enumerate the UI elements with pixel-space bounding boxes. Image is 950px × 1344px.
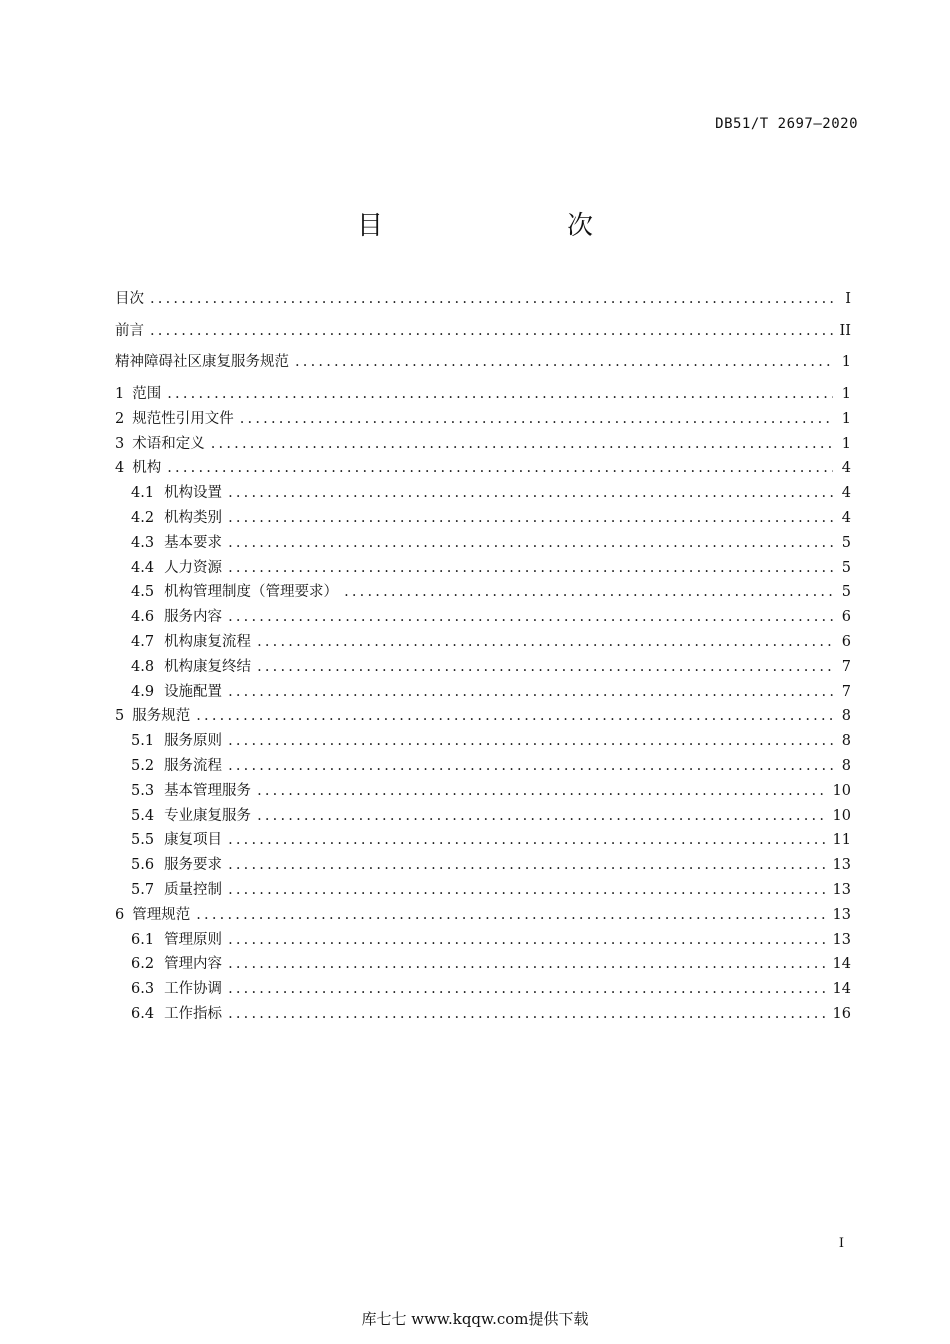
- toc-entry[interactable]: [115, 779, 851, 804]
- toc-dot-leader: [344, 580, 833, 605]
- toc-entry-number: 6.3: [131, 981, 155, 998]
- toc-entry-number: 5: [115, 708, 125, 725]
- toc-entry-number: 2: [115, 410, 125, 427]
- toc-dot-leader: [167, 382, 833, 407]
- toc-dot-leader: [167, 456, 833, 481]
- toc-entry-label: 工作指标: [164, 1005, 223, 1022]
- toc-entry[interactable]: [115, 903, 851, 928]
- toc-entry-label: 前言: [115, 322, 144, 339]
- toc-entry[interactable]: [115, 754, 851, 779]
- toc-dot-leader: [228, 556, 833, 581]
- toc-entry-page: 6: [841, 609, 851, 626]
- toc-dot-leader: [257, 804, 826, 829]
- toc-entry-page: 16: [832, 1005, 851, 1022]
- toc-entry-label: 机构管理制度（管理要求）: [164, 584, 339, 601]
- toc-entry-page: 8: [841, 757, 851, 774]
- toc-entry-number: 5.1: [131, 733, 155, 750]
- toc-entry[interactable]: [115, 284, 851, 316]
- toc-entry[interactable]: [115, 878, 851, 903]
- toc-entry-number: 4.6: [131, 609, 155, 626]
- document-code: DB51/T 2697—2020: [715, 116, 858, 132]
- toc-entry-label: 康复项目: [164, 832, 223, 849]
- page-number: I: [838, 1236, 844, 1251]
- toc-entry-page: 13: [832, 931, 851, 948]
- toc-entry-page: 11: [832, 832, 851, 849]
- toc-entry-number: 5.4: [131, 807, 155, 824]
- toc-entry-number: 5.6: [131, 857, 155, 874]
- toc-entry-number: 5.3: [131, 782, 155, 799]
- toc-entry[interactable]: [115, 928, 851, 953]
- toc-entry-page: 13: [832, 881, 851, 898]
- toc-dot-leader: [228, 481, 833, 506]
- toc-dot-leader: [196, 903, 826, 928]
- toc-entry-label: 机构康复终结: [164, 658, 252, 675]
- toc-entry-label: 设施配置: [164, 683, 223, 700]
- toc-dot-leader: [228, 531, 833, 556]
- toc-entry-label: 服务流程: [164, 757, 223, 774]
- toc-entry[interactable]: [115, 531, 851, 556]
- toc-entry-label: 机构: [132, 460, 162, 477]
- toc-dot-leader: [228, 828, 826, 853]
- toc-entry-page: 6: [841, 633, 851, 650]
- toc-entry[interactable]: [115, 828, 851, 853]
- toc-dot-leader: [228, 680, 833, 705]
- toc-dot-leader: [257, 630, 833, 655]
- toc-entry[interactable]: [115, 316, 851, 348]
- toc-dot-leader: [257, 779, 826, 804]
- toc-entry[interactable]: [115, 580, 851, 605]
- toc-entry-page: 7: [841, 683, 851, 700]
- toc-dot-leader: [228, 853, 826, 878]
- toc-entry[interactable]: [115, 382, 851, 407]
- toc-entry-page: 14: [832, 981, 851, 998]
- toc-dot-leader: [257, 655, 833, 680]
- toc-entry[interactable]: [115, 680, 851, 705]
- toc-entry-label: 规范性引用文件: [132, 410, 234, 427]
- toc-entry-label: 服务原则: [164, 733, 223, 750]
- toc-entry-page: 5: [841, 584, 851, 601]
- toc-entry-number: 6.2: [131, 956, 155, 973]
- toc-dot-leader: [211, 432, 833, 457]
- toc-dot-leader: [228, 754, 833, 779]
- toc-entry-label: 服务要求: [164, 857, 223, 874]
- toc-entry-page: 4: [841, 485, 851, 502]
- toc-entry[interactable]: [115, 605, 851, 630]
- toc-entry-page: 8: [841, 708, 851, 725]
- toc-entry[interactable]: [115, 952, 851, 977]
- toc-entry[interactable]: [115, 729, 851, 754]
- toc-entry-label: 专业康复服务: [164, 807, 252, 824]
- toc-entry[interactable]: [115, 655, 851, 680]
- toc-entry[interactable]: [115, 556, 851, 581]
- toc-entry-number: 4.8: [131, 658, 155, 675]
- toc-entry-page: 10: [832, 782, 851, 799]
- toc-entry[interactable]: [115, 804, 851, 829]
- toc-dot-leader: [196, 704, 833, 729]
- toc-entry-number: 5.2: [131, 757, 155, 774]
- toc-entry-label: 基本管理服务: [164, 782, 252, 799]
- toc-entry-number: 5.5: [131, 832, 155, 849]
- toc-entry-label: 机构康复流程: [164, 633, 252, 650]
- toc-entry-number: 4.7: [131, 633, 155, 650]
- toc-entry[interactable]: [115, 1002, 851, 1027]
- toc-entry-label: 人力资源: [164, 559, 223, 576]
- toc-entry-label: 管理规范: [132, 906, 191, 923]
- toc-entry-number: 4.1: [131, 485, 155, 502]
- toc-entry-page: 13: [832, 906, 851, 923]
- toc-entry-label: 精神障碍社区康复服务规范: [115, 354, 289, 370]
- toc-entry-number: 3: [115, 435, 125, 452]
- toc-entry-number: 5.7: [131, 881, 155, 898]
- page-title: 目 次: [356, 211, 637, 241]
- toc-dot-leader: [150, 284, 833, 316]
- toc-entry[interactable]: [115, 506, 851, 531]
- toc-dot-leader: [240, 407, 833, 432]
- toc-entry[interactable]: [115, 456, 851, 481]
- toc-entry-page: 5: [841, 534, 851, 551]
- toc-entry-page: 10: [832, 807, 851, 824]
- toc-entry-label: 工作协调: [164, 981, 223, 998]
- toc-entry-page: 1: [841, 410, 851, 427]
- toc-entry-number: 1: [115, 386, 125, 402]
- toc-entry[interactable]: [115, 630, 851, 655]
- toc-entry-label: 服务规范: [132, 708, 191, 725]
- toc-entry-label: 目次: [115, 291, 144, 307]
- toc-entry-number: 6: [115, 906, 125, 923]
- toc-entry-number: 6.1: [131, 931, 155, 948]
- toc-dot-leader: [228, 928, 826, 953]
- toc-entry-number: 4.2: [131, 509, 155, 526]
- toc-entry-label: 机构设置: [164, 485, 223, 502]
- toc-entry-page: 4: [841, 509, 851, 526]
- toc-entry-page: 7: [841, 658, 851, 675]
- toc-entry-page: 13: [832, 857, 851, 874]
- toc-entry-label: 机构类别: [164, 509, 223, 526]
- footer-watermark: 库七七 www.kqqw.com提供下载: [361, 1310, 589, 1328]
- toc-entry-number: 4.3: [131, 534, 155, 551]
- toc-entry-page: II: [839, 322, 851, 339]
- toc-entry-label: 管理内容: [164, 956, 223, 973]
- table-of-contents: [115, 284, 851, 1027]
- toc-entry-label: 基本要求: [164, 534, 223, 551]
- toc-entry-page: 1: [841, 386, 851, 402]
- toc-entry-label: 范围: [132, 386, 162, 402]
- toc-entry-number: 4.4: [131, 559, 155, 576]
- toc-dot-leader: [228, 1002, 826, 1027]
- toc-entry-page: 4: [841, 460, 851, 477]
- toc-dot-leader: [228, 952, 826, 977]
- toc-entry-page: 8: [841, 733, 851, 750]
- toc-entry[interactable]: [115, 977, 851, 1002]
- toc-dot-leader: [150, 316, 833, 348]
- toc-entry-page: I: [845, 291, 851, 307]
- toc-entry[interactable]: [115, 853, 851, 878]
- toc-entry[interactable]: [115, 347, 851, 382]
- toc-dot-leader: [228, 729, 833, 754]
- toc-dot-leader: [295, 347, 833, 378]
- toc-entry-number: 4: [115, 460, 125, 477]
- toc-entry[interactable]: [115, 432, 851, 457]
- toc-dot-leader: [228, 977, 826, 1002]
- toc-entry-number: 6.4: [131, 1005, 155, 1022]
- toc-entry[interactable]: [115, 704, 851, 729]
- toc-entry-label: 服务内容: [164, 609, 223, 626]
- toc-entry[interactable]: [115, 407, 851, 432]
- toc-dot-leader: [228, 878, 826, 903]
- toc-entry-page: 14: [832, 956, 851, 973]
- toc-entry-page: 1: [841, 354, 851, 370]
- toc-entry-page: 5: [841, 559, 851, 576]
- toc-dot-leader: [228, 506, 833, 531]
- toc-entry-label: 质量控制: [164, 881, 223, 898]
- toc-dot-leader: [228, 605, 833, 630]
- toc-entry-number: 4.5: [131, 584, 155, 601]
- toc-entry[interactable]: [115, 481, 851, 506]
- toc-entry-label: 管理原则: [164, 931, 223, 948]
- toc-entry-page: 1: [841, 435, 851, 452]
- toc-entry-label: 术语和定义: [132, 435, 205, 452]
- toc-entry-number: 4.9: [131, 683, 155, 700]
